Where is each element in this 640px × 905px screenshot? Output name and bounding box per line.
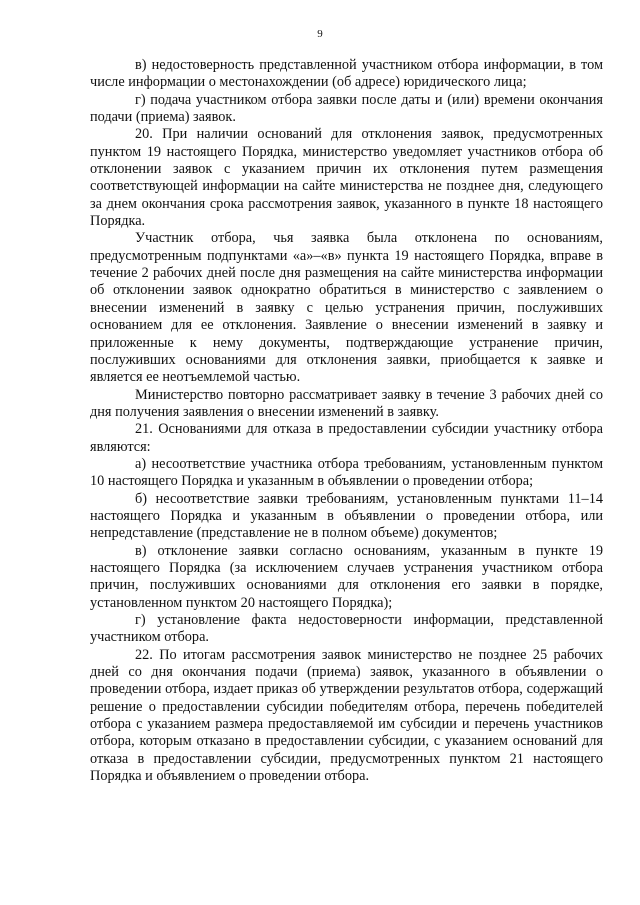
document-body xyxy=(90,57,603,785)
paragraph-clause-21-v: в) отклонение заявки согласно основаниям, указанным в пункте 19 настоящего Порядка (за исключением случаев устранения участником отбора причин, послуживших основаниями для отклонения его заявки в порядке, установленном пунктом 20 настоящего Порядка); xyxy=(90,542,603,611)
paragraph-clause-21: 21. Основаниями для отказа в предоставлении субсидии участнику отбора являются: xyxy=(90,421,603,455)
paragraph-clause-21-g: г) установление факта недостоверности информации, представленной участником отбора. xyxy=(90,612,603,646)
paragraph-clause-21-b: б) несоответствие заявки требованиям, установленным пунктами 11–14 настоящего Порядка и указанным в объявлении о проведении отбора, или непредставление (представление не в полном объеме) документов; xyxy=(90,490,603,542)
paragraph-clause-19-v: в) недостоверность представленной участником отбора информации, в том числе информации о местонахождении (об адресе) юридического лица; xyxy=(90,57,603,91)
paragraph-clause-21-a: а) несоответствие участника отбора требованиям, установленным пунктом 10 настоящего Порядка и указанным в объявлении о проведении отбора; xyxy=(90,455,603,490)
paragraph-clause-20-resubmission: Участник отбора, чья заявка была отклонена по основаниям, предусмотренным подпунктами «а»–«в» пункта 19 настоящего Порядка, вправе в течение 2 рабочих дней после дня размещения на сайте министерства информации об отклонении заявок однократно обратиться в министерство с заявлением о внесении изменений в заявку с целью устранения причин, послуживших основанием для ее отклонения. Заявление о внесении изменений в заявку и приложенные к нему документы, подтверждающие устранение причин, послуживших основаниями для отклонения заявки, приобщается к заявке и является ее неотъемлемой частью. xyxy=(90,230,603,386)
page-number: 9 xyxy=(317,28,323,40)
paragraph-clause-19-g: г) подача участником отбора заявки после даты и (или) времени окончания подачи (приема) заявок. xyxy=(90,91,603,126)
paragraph-clause-20-review: Министерство повторно рассматривает заявку в течение 3 рабочих дней со дня получения заявления о внесении изменений в заявку. xyxy=(90,386,603,420)
paragraph-clause-20: 20. При наличии оснований для отклонения заявок, предусмотренных пунктом 19 настоящего Порядка, министерство уведомляет участников отбора об отклонении заявок с указанием причин их отклонения путем размещения соответствующей информации на сайте министерства не позднее дня, следующего за днем окончания срока рассмотрения заявок, указанного в пункте 18 настоящего Порядка. xyxy=(90,126,603,230)
paragraph-clause-22: 22. По итогам рассмотрения заявок министерство не позднее 25 рабочих дней со дня окончания подачи (приема) заявок, указанного в объявлении о проведении отбора, издает приказ об утверждении результатов отбора, содержащий решение о предоставлении субсидии победителям отбора, перечень победителей отбора с указанием размера предоставляемой им субсидии и перечень участников отбора, которым отказано в предоставлении субсидии, с указанием оснований для отказа в предоставлении субсидии, предусмотренных пунктом 21 настоящего Порядка и объявлением о проведении отбора. xyxy=(90,646,603,785)
